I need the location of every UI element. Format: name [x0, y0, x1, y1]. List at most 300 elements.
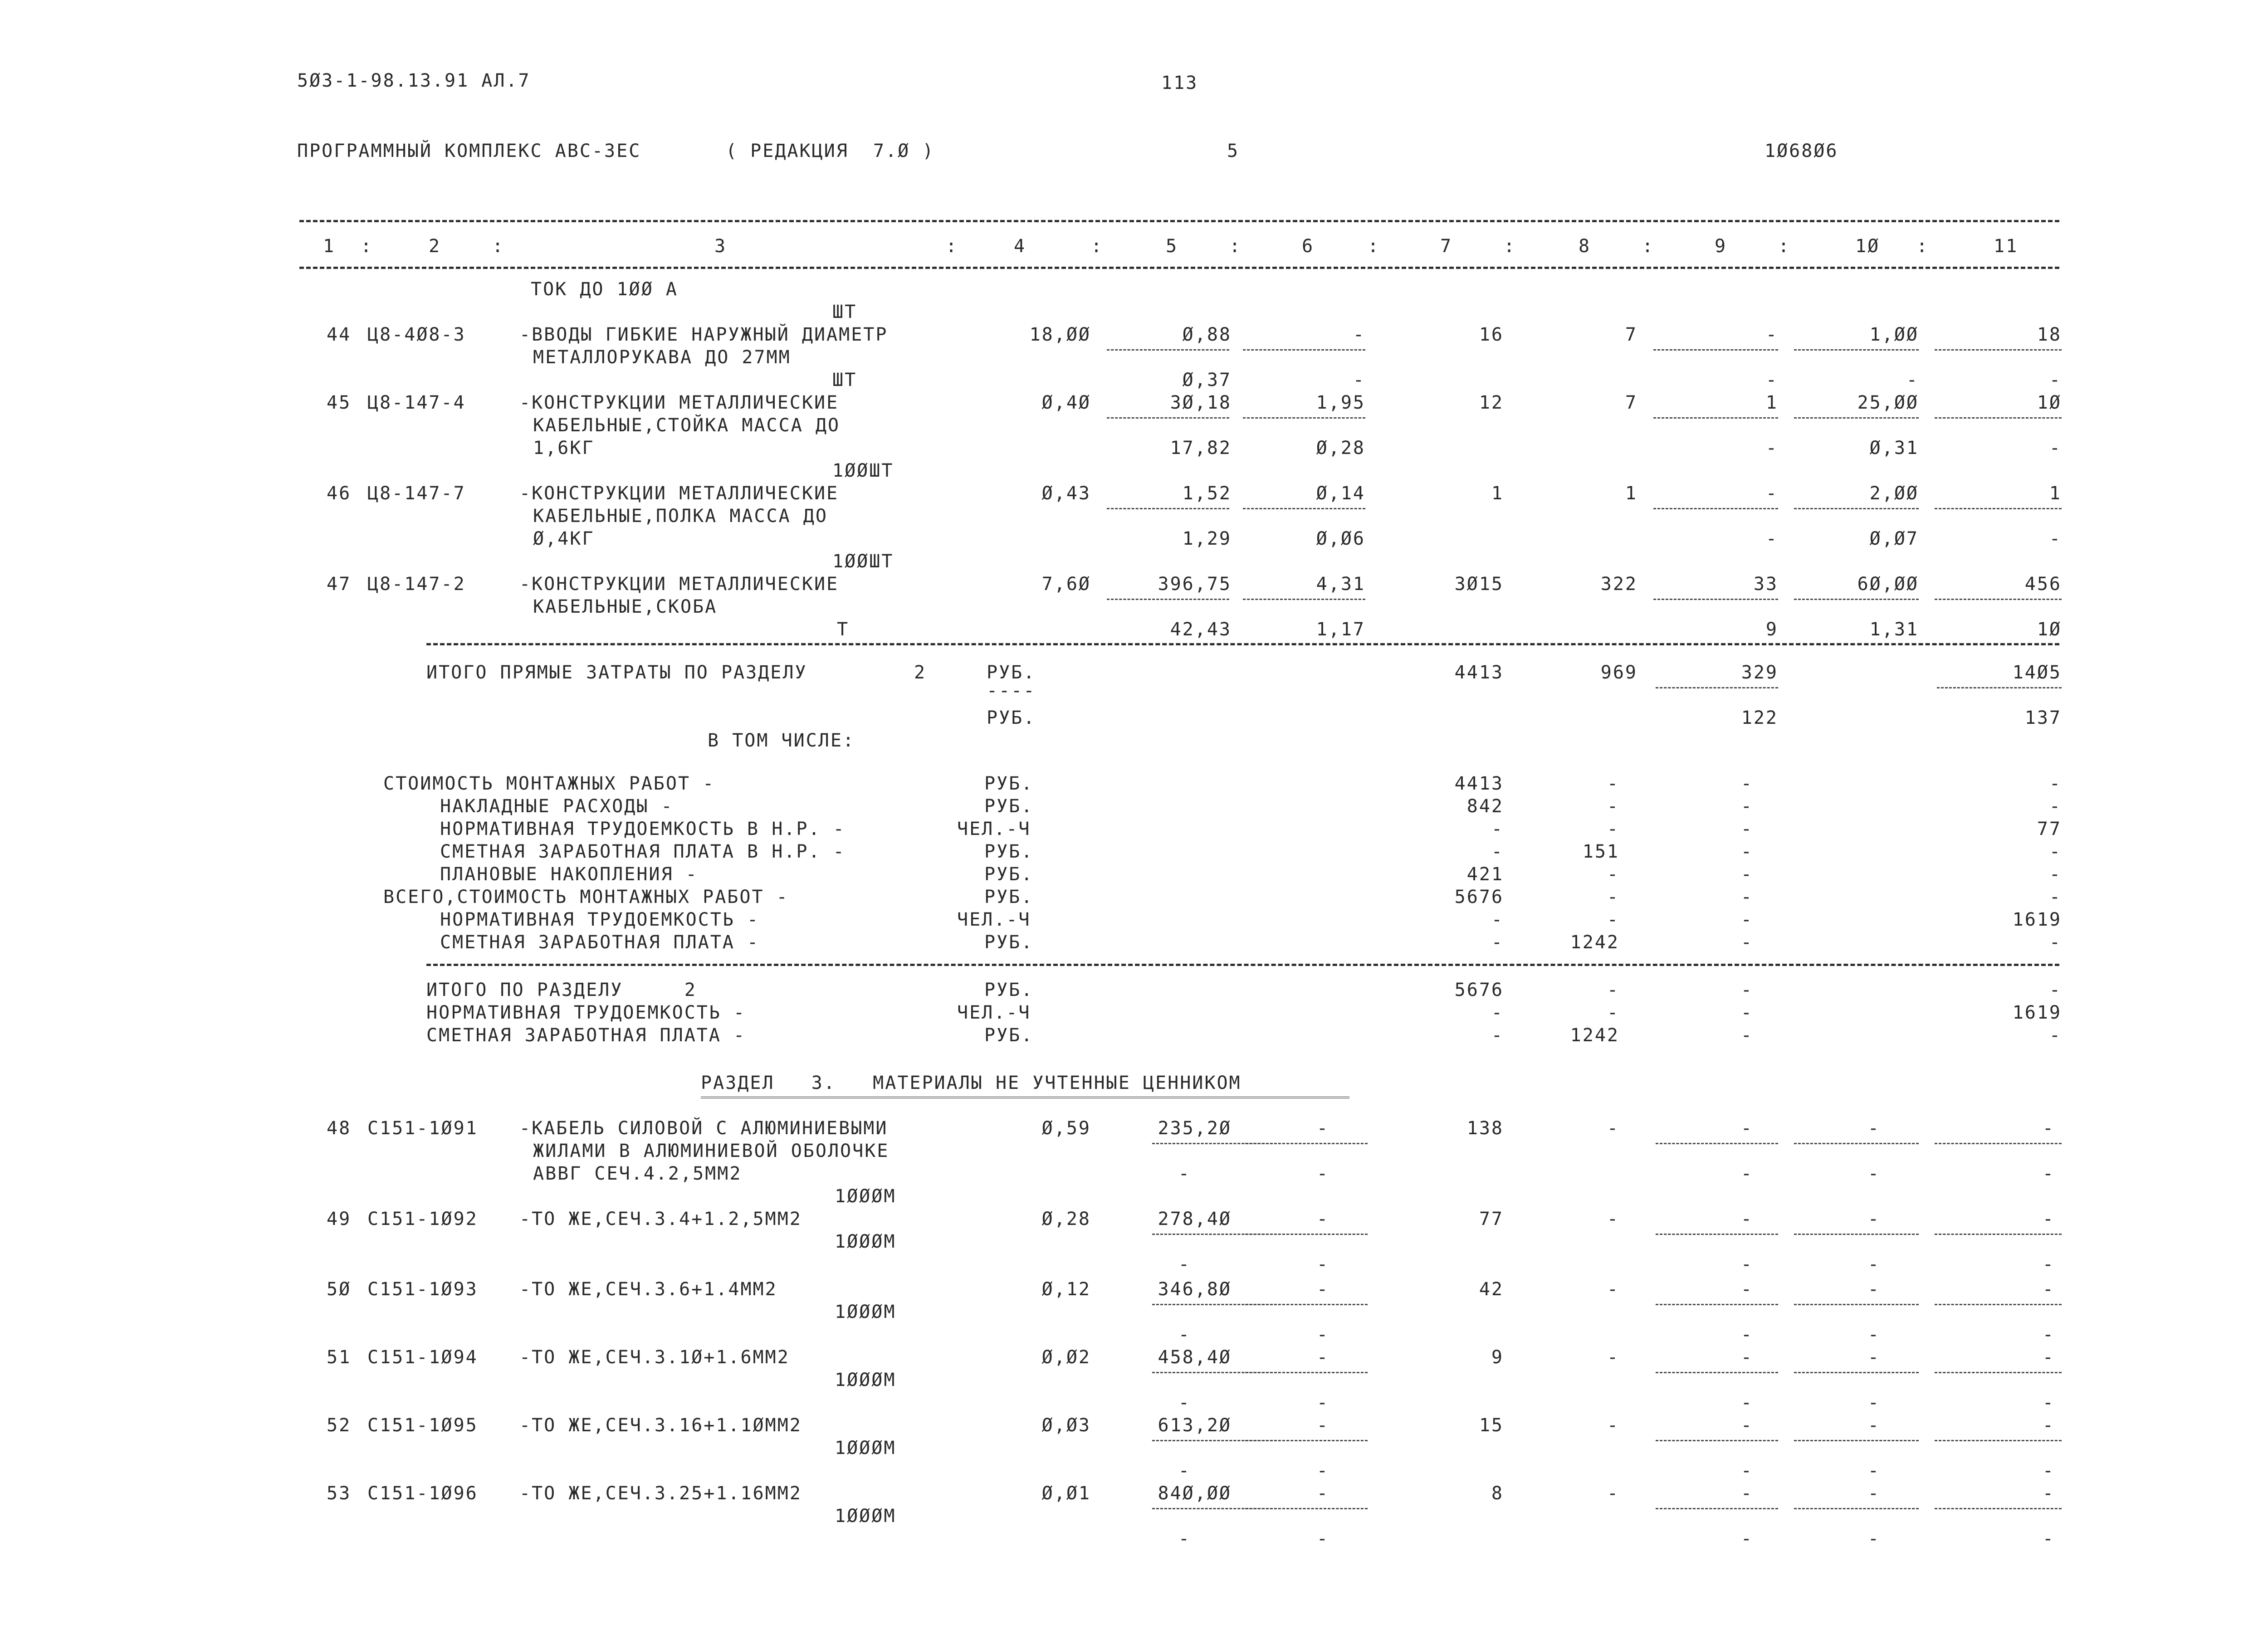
sub-rule [1245, 1234, 1368, 1235]
itogo-c11: - [2049, 980, 2062, 1000]
breakdown-c7: - [1491, 909, 1504, 930]
breakdown-c7: 5676 [1454, 887, 1504, 907]
column-number: 6 [1302, 236, 1315, 257]
material-sub9: - [1740, 1254, 1753, 1275]
item-mach-total: 33 [1753, 574, 1778, 595]
item-description: Ø,4КГ [533, 528, 595, 549]
breakdown-label: СТОИМОСТЬ МОНТАЖНЫХ РАБОТ - [383, 773, 715, 794]
item-labor-mach: Ø,Ø7 [1869, 528, 1919, 549]
page-number: 113 [1161, 73, 1198, 93]
doc-code: 5Ø3-1-98.13.91 АЛ.7 [297, 70, 531, 91]
item-code: Ц8-147-7 [367, 483, 466, 504]
item-price: 396,75 [1158, 574, 1232, 595]
column-number: 11 [1994, 236, 2019, 257]
sub-rule [1935, 1143, 2062, 1144]
itogo-c11: - [2049, 1025, 2062, 1046]
material-sub5: - [1178, 1324, 1191, 1345]
item-number: 46 [327, 483, 352, 504]
material-code: С151-1Ø96 [367, 1483, 478, 1504]
sub-rule [1107, 349, 1229, 351]
sub-rule [1794, 1143, 1919, 1144]
itogo-unit: РУБ. [984, 980, 1034, 1000]
item-labor-total: 18 [2037, 324, 2062, 345]
material-number: 52 [327, 1415, 352, 1436]
breakdown-c11: - [2049, 796, 2062, 817]
breakdown-c7: 4413 [1454, 773, 1504, 794]
section-total-c9: 329 [1741, 662, 1778, 683]
item-wage: 322 [1600, 574, 1637, 595]
breakdown-label: ПЛАНОВЫЕ НАКОПЛЕНИЯ - [440, 864, 698, 885]
breakdown-c11: - [2049, 773, 2062, 794]
item-total: 12 [1479, 392, 1504, 413]
item-labor-mach-total: 1Ø [2037, 619, 2062, 640]
section-total-unit2: РУБ. [987, 707, 1036, 728]
column-separator: : [1778, 236, 1791, 257]
column-separator: : [946, 236, 958, 257]
item-price-wage: Ø,37 [1182, 370, 1232, 390]
sub-rule [1794, 1372, 1919, 1373]
sub-rule [1245, 1440, 1368, 1441]
item-labor: 25,ØØ [1857, 392, 1919, 413]
breakdown-c7: - [1491, 932, 1504, 953]
item-description: МЕТАЛЛОРУКАВА ДО 27ММ [533, 347, 791, 368]
breakdown-c9: - [1740, 909, 1753, 930]
item-price: Ø,88 [1182, 324, 1232, 345]
item-description: 1,6КГ [533, 438, 595, 459]
breakdown-c9: - [1740, 773, 1753, 794]
item-wage: 1 [1625, 483, 1637, 504]
breakdown-unit: ЧЕЛ.-Ч [957, 819, 1031, 839]
sub-rule [1245, 1508, 1368, 1509]
section-total-c8: 969 [1600, 662, 1637, 683]
breakdown-c8: - [1607, 796, 1619, 817]
material-code: С151-1Ø91 [367, 1118, 478, 1139]
item-machine-wage: - [1353, 370, 1365, 390]
item-price: 3Ø,18 [1170, 392, 1232, 413]
breakdown-c7: 842 [1466, 796, 1504, 817]
sub-rule [1794, 1304, 1919, 1305]
breakdown-c9: - [1740, 932, 1753, 953]
unit-label: 1ØØØМ [835, 1370, 896, 1390]
material-c9: - [1740, 1415, 1753, 1436]
column-separator: : [492, 236, 505, 257]
material-sub5: - [1178, 1528, 1191, 1549]
column-separator: : [361, 236, 373, 257]
breakdown-c8: - [1607, 819, 1619, 839]
sub-rule [1653, 349, 1778, 351]
item-labor-total: 1 [2049, 483, 2062, 504]
item-code: Ц8-147-2 [367, 574, 466, 595]
itogo-c8: - [1607, 980, 1619, 1000]
sub-rule [1935, 508, 2062, 509]
breakdown-c7: - [1491, 841, 1504, 862]
item-total: 1 [1491, 483, 1504, 504]
material-sub11: - [2042, 1528, 2055, 1549]
material-qty: Ø,12 [1041, 1279, 1091, 1300]
item-labor-mach-total: - [2049, 528, 2062, 549]
unit-label: 1ØØШТ [832, 551, 894, 572]
breakdown-label: ВСЕГО,СТОИМОСТЬ МОНТАЖНЫХ РАБОТ - [383, 887, 789, 907]
column-separator: : [1368, 236, 1380, 257]
item-qty: Ø,43 [1041, 483, 1091, 504]
material-sub9: - [1740, 1324, 1753, 1345]
itogo-c9: - [1740, 980, 1753, 1000]
column-separator: : [1229, 236, 1242, 257]
sub-rule [1794, 508, 1919, 509]
breakdown-c11: - [2049, 887, 2062, 907]
material-sub9: - [1740, 1528, 1753, 1549]
sub-rule [1935, 417, 2062, 419]
breakdown-label: СМЕТНАЯ ЗАРАБОТНАЯ ПЛАТА - [440, 932, 760, 953]
material-code: С151-1Ø92 [367, 1209, 478, 1229]
sub-rule [1243, 599, 1365, 600]
column-number: 3 [714, 236, 727, 257]
material-sub11: - [2042, 1392, 2055, 1413]
material-number: 48 [327, 1118, 352, 1139]
pre-text-line: ТОК ДО 1ØØ А [531, 279, 678, 300]
item-mach-wage: - [1765, 438, 1778, 459]
material-sub11: - [2042, 1460, 2055, 1481]
material-c10: - [1867, 1118, 1880, 1139]
breakdown-label: НАКЛАДНЫЕ РАСХОДЫ - [440, 796, 674, 817]
material-qty: Ø,Ø3 [1041, 1415, 1091, 1436]
item-machine-wage: Ø,28 [1316, 438, 1365, 459]
column-number: 1Ø [1855, 236, 1880, 257]
itogo-c7: 5676 [1454, 980, 1504, 1000]
material-number: 51 [327, 1347, 352, 1368]
material-c6: - [1316, 1347, 1329, 1368]
item-price: 1,52 [1182, 483, 1232, 504]
section-total-c9b: 122 [1741, 707, 1778, 728]
column-number: 8 [1579, 236, 1591, 257]
breakdown-label: НОРМАТИВНАЯ ТРУДОЕМКОСТЬ В Н.Р. - [440, 819, 846, 839]
item-mach-wage: 9 [1765, 619, 1778, 640]
material-price: 235,2Ø [1158, 1118, 1232, 1139]
material-c6: - [1316, 1415, 1329, 1436]
item-machine-wage: 1,17 [1316, 619, 1365, 640]
item-code: Ц8-4Ø8-3 [367, 324, 466, 345]
item-labor: 1,ØØ [1869, 324, 1919, 345]
material-sub11: - [2042, 1163, 2055, 1184]
itogo-c8: 1242 [1570, 1025, 1619, 1046]
material-sub6: - [1316, 1392, 1329, 1413]
breakdown-c11: 1619 [2012, 909, 2062, 930]
material-c9: - [1740, 1279, 1753, 1300]
unit-label: 1ØØØМ [835, 1506, 896, 1527]
itogo-c9: - [1740, 1002, 1753, 1023]
unit-label: 1ØØØМ [835, 1186, 896, 1207]
unit-label: 1ØØØМ [835, 1231, 896, 1252]
sub-rule [1794, 1508, 1919, 1509]
item-number: 47 [327, 574, 352, 595]
sub-rule [1653, 599, 1778, 600]
item-description: -КОНСТРУКЦИИ МЕТАЛЛИЧЕСКИЕ [519, 483, 839, 504]
item-machine: 1,95 [1316, 392, 1365, 413]
breakdown-label: СМЕТНАЯ ЗАРАБОТНАЯ ПЛАТА В Н.Р. - [440, 841, 846, 862]
material-sub10: - [1867, 1528, 1880, 1549]
material-qty: Ø,59 [1041, 1118, 1091, 1139]
itogo-label: ИТОГО ПО РАЗДЕЛУ 2 [426, 980, 697, 1000]
column-number: 1 [323, 236, 336, 257]
item-labor-mach-total: - [2049, 438, 2062, 459]
breakdown-c8: - [1607, 773, 1619, 794]
breakdown-c8: - [1607, 909, 1619, 930]
itogo-label: НОРМАТИВНАЯ ТРУДОЕМКОСТЬ - [426, 1002, 746, 1023]
material-c11: - [2042, 1209, 2055, 1229]
section3-title: РАЗДЕЛ 3. МАТЕРИАЛЫ НЕ УЧТЕННЫЕ ЦЕННИКОМ [701, 1073, 1242, 1093]
item-labor-total: 456 [2024, 574, 2062, 595]
breakdown-unit: РУБ. [984, 773, 1034, 794]
item-qty: 18,ØØ [1029, 324, 1091, 345]
material-c9: - [1740, 1347, 1753, 1368]
material-sub10: - [1867, 1460, 1880, 1481]
estimate-code: 1Ø68Ø6 [1765, 141, 1838, 161]
sub-rule [1243, 508, 1365, 509]
item-price-wage: 1,29 [1182, 528, 1232, 549]
breakdown-c7: - [1491, 819, 1504, 839]
material-sub6: - [1316, 1163, 1329, 1184]
sub-rule [1794, 1234, 1919, 1235]
sub-rule [1107, 417, 1229, 419]
material-sub5: - [1178, 1254, 1191, 1275]
material-c10: - [1867, 1279, 1880, 1300]
item-machine: Ø,14 [1316, 483, 1365, 504]
item-description: -ВВОДЫ ГИБКИЕ НАРУЖНЫЙ ДИАМЕТР [519, 324, 888, 345]
material-sub10: - [1867, 1392, 1880, 1413]
material-c9: - [1740, 1118, 1753, 1139]
sub-rule [1243, 417, 1365, 419]
sub-rule [1656, 1234, 1778, 1235]
section-rule [426, 964, 2059, 966]
material-sub10: - [1867, 1324, 1880, 1345]
breakdown-c11: - [2049, 932, 2062, 953]
sub-rule [1656, 1304, 1778, 1305]
sub-rule [1653, 417, 1778, 419]
material-c11: - [2042, 1279, 2055, 1300]
item-mach-wage: - [1765, 370, 1778, 390]
item-price-wage: 17,82 [1170, 438, 1232, 459]
material-sub10: - [1867, 1163, 1880, 1184]
including-label: В ТОМ ЧИСЛЕ: [708, 730, 855, 751]
item-number: 44 [327, 324, 352, 345]
sub-rule [1794, 599, 1919, 600]
material-sub5: - [1178, 1392, 1191, 1413]
item-mach-total: - [1765, 483, 1778, 504]
section-total-unit: РУБ. [987, 662, 1036, 683]
material-code: С151-1Ø94 [367, 1347, 478, 1368]
material-c10: - [1867, 1347, 1880, 1368]
material-sub5: - [1178, 1460, 1191, 1481]
item-qty: 7,6Ø [1041, 574, 1091, 595]
item-total: 3Ø15 [1454, 574, 1504, 595]
sub-rule [1794, 1440, 1919, 1441]
material-c6: - [1316, 1209, 1329, 1229]
material-sub11: - [2042, 1324, 2055, 1345]
material-c8: - [1607, 1279, 1619, 1300]
breakdown-unit: РУБ. [984, 932, 1034, 953]
breakdown-unit: РУБ. [984, 841, 1034, 862]
material-c6: - [1316, 1279, 1329, 1300]
column-number: 7 [1440, 236, 1453, 257]
unit-label: Т [837, 619, 850, 640]
material-c8: - [1607, 1118, 1619, 1139]
sub-rule [1656, 1508, 1778, 1509]
itogo-unit: ЧЕЛ.-Ч [957, 1002, 1031, 1023]
material-c7: 15 [1479, 1415, 1504, 1436]
sub-rule [1656, 1143, 1778, 1144]
sub-rule [1245, 1143, 1368, 1144]
material-sub6: - [1316, 1460, 1329, 1481]
item-labor-mach-total: - [2049, 370, 2062, 390]
sub-rule [1245, 1372, 1368, 1373]
breakdown-c9: - [1740, 841, 1753, 862]
item-labor: 2,ØØ [1869, 483, 1919, 504]
item-mach-total: 1 [1765, 392, 1778, 413]
material-c6: - [1316, 1118, 1329, 1139]
sub-rule [1935, 1304, 2062, 1305]
item-labor: 6Ø,ØØ [1857, 574, 1919, 595]
material-price: 278,4Ø [1158, 1209, 1232, 1229]
section-total-number: 2 [914, 662, 927, 683]
material-c7: 8 [1491, 1483, 1504, 1504]
material-c6: - [1316, 1483, 1329, 1504]
column-separator: : [1091, 236, 1104, 257]
edition: ( РЕДАКЦИЯ 7.Ø ) [726, 141, 935, 161]
sub-rule [1245, 1304, 1368, 1305]
sub-rule [1935, 1508, 2062, 1509]
itogo-c7: - [1491, 1002, 1504, 1023]
breakdown-c11: - [2049, 841, 2062, 862]
section-total-rule-text: ---- [987, 680, 1036, 701]
material-c11: - [2042, 1118, 2055, 1139]
table-top-rule [299, 220, 2059, 222]
column-number: 5 [1166, 236, 1178, 257]
breakdown-unit: РУБ. [984, 864, 1034, 885]
itogo-c8: - [1607, 1002, 1619, 1023]
program-name: ПРОГРАММНЫЙ КОМПЛЕКС АВС-3ЕС [297, 141, 641, 161]
breakdown-unit: РУБ. [984, 796, 1034, 817]
section-total-c7: 4413 [1454, 662, 1504, 683]
material-number: 53 [327, 1483, 352, 1504]
material-sub9: - [1740, 1163, 1753, 1184]
material-description: -ТО ЖЕ,СЕЧ.3.16+1.1ØММ2 [519, 1415, 802, 1436]
column-separator: : [1504, 236, 1516, 257]
column-separator: : [1916, 236, 1929, 257]
pre-text-unit: ШТ [832, 302, 857, 322]
section3-underline [701, 1097, 1349, 1098]
material-c7: 42 [1479, 1279, 1504, 1300]
breakdown-c11: - [2049, 864, 2062, 885]
breakdown-c7: 421 [1466, 864, 1504, 885]
material-c10: - [1867, 1209, 1880, 1229]
material-sub5: - [1178, 1163, 1191, 1184]
item-machine: 4,31 [1316, 574, 1365, 595]
sub-rule [1794, 417, 1919, 419]
item-machine-wage: Ø,Ø6 [1316, 528, 1365, 549]
chapter-number: 5 [1227, 141, 1240, 161]
material-c10: - [1867, 1483, 1880, 1504]
material-c8: - [1607, 1483, 1619, 1504]
material-qty: Ø,28 [1041, 1209, 1091, 1229]
breakdown-c8: - [1607, 864, 1619, 885]
material-c8: - [1607, 1209, 1619, 1229]
material-sub9: - [1740, 1392, 1753, 1413]
section-total-c11: 14Ø5 [2012, 662, 2062, 683]
item-number: 45 [327, 392, 352, 413]
material-price: 613,2Ø [1158, 1415, 1232, 1436]
itogo-c7: - [1491, 1025, 1504, 1046]
breakdown-unit: ЧЕЛ.-Ч [957, 909, 1031, 930]
material-price: 458,4Ø [1158, 1347, 1232, 1368]
item-labor-total: 1Ø [2037, 392, 2062, 413]
item-description: КАБЕЛЬНЫЕ,СТОЙКА МАССА ДО [533, 415, 841, 436]
material-c10: - [1867, 1415, 1880, 1436]
material-c11: - [2042, 1415, 2055, 1436]
breakdown-label: НОРМАТИВНАЯ ТРУДОЕМКОСТЬ - [440, 909, 760, 930]
breakdown-c9: - [1740, 864, 1753, 885]
sub-rule [1935, 1440, 2062, 1441]
item-description: -КОНСТРУКЦИИ МЕТАЛЛИЧЕСКИЕ [519, 392, 839, 413]
breakdown-c8: 1242 [1570, 932, 1619, 953]
sub-rule [1794, 349, 1919, 351]
itogo-c9: - [1740, 1025, 1753, 1046]
material-qty: Ø,Ø1 [1041, 1483, 1091, 1504]
material-sub6: - [1316, 1528, 1329, 1549]
sub-rule [1935, 1372, 2062, 1373]
material-price: 346,8Ø [1158, 1279, 1232, 1300]
sub-rule [1653, 508, 1778, 509]
sub-rule [1107, 599, 1229, 600]
column-number: 4 [1014, 236, 1026, 257]
material-qty: Ø,Ø2 [1041, 1347, 1091, 1368]
breakdown-c11: 77 [2037, 819, 2062, 839]
material-c7: 9 [1491, 1347, 1504, 1368]
item-wage: 7 [1625, 392, 1637, 413]
material-price: 84Ø,ØØ [1158, 1483, 1232, 1504]
unit-label: 1ØØШТ [832, 460, 894, 481]
material-c8: - [1607, 1347, 1619, 1368]
sub-rule [1656, 1440, 1778, 1441]
breakdown-c9: - [1740, 796, 1753, 817]
item-description: КАБЕЛЬНЫЕ,ПОЛКА МАССА ДО [533, 506, 828, 527]
section-rule [426, 643, 2059, 645]
item-labor-mach: Ø,31 [1869, 438, 1919, 459]
section-total-c11b: 137 [2024, 707, 2062, 728]
item-mach-total: - [1765, 324, 1778, 345]
breakdown-c9: - [1740, 819, 1753, 839]
material-c7: 77 [1479, 1209, 1504, 1229]
material-c9: - [1740, 1483, 1753, 1504]
unit-label: ШТ [832, 370, 857, 390]
breakdown-c8: 151 [1582, 841, 1619, 862]
item-total: 16 [1479, 324, 1504, 345]
section-total-label: ИТОГО ПРЯМЫЕ ЗАТРАТЫ ПО РАЗДЕЛУ [426, 662, 807, 683]
material-description: -ТО ЖЕ,СЕЧ.3.6+1.4ММ2 [519, 1279, 777, 1300]
sub-rule [1937, 687, 2062, 688]
item-labor-mach: - [1906, 370, 1919, 390]
itogo-unit: РУБ. [984, 1025, 1034, 1046]
material-sub9: - [1740, 1460, 1753, 1481]
material-number: 5Ø [327, 1279, 352, 1300]
material-c11: - [2042, 1347, 2055, 1368]
item-price-wage: 42,43 [1170, 619, 1232, 640]
item-machine: - [1353, 324, 1365, 345]
material-description: -ТО ЖЕ,СЕЧ.3.1Ø+1.6ММ2 [519, 1347, 790, 1368]
item-wage: 7 [1625, 324, 1637, 345]
breakdown-c8: - [1607, 887, 1619, 907]
column-number: 2 [429, 236, 441, 257]
item-description: КАБЕЛЬНЫЕ,СКОБА [533, 596, 718, 617]
